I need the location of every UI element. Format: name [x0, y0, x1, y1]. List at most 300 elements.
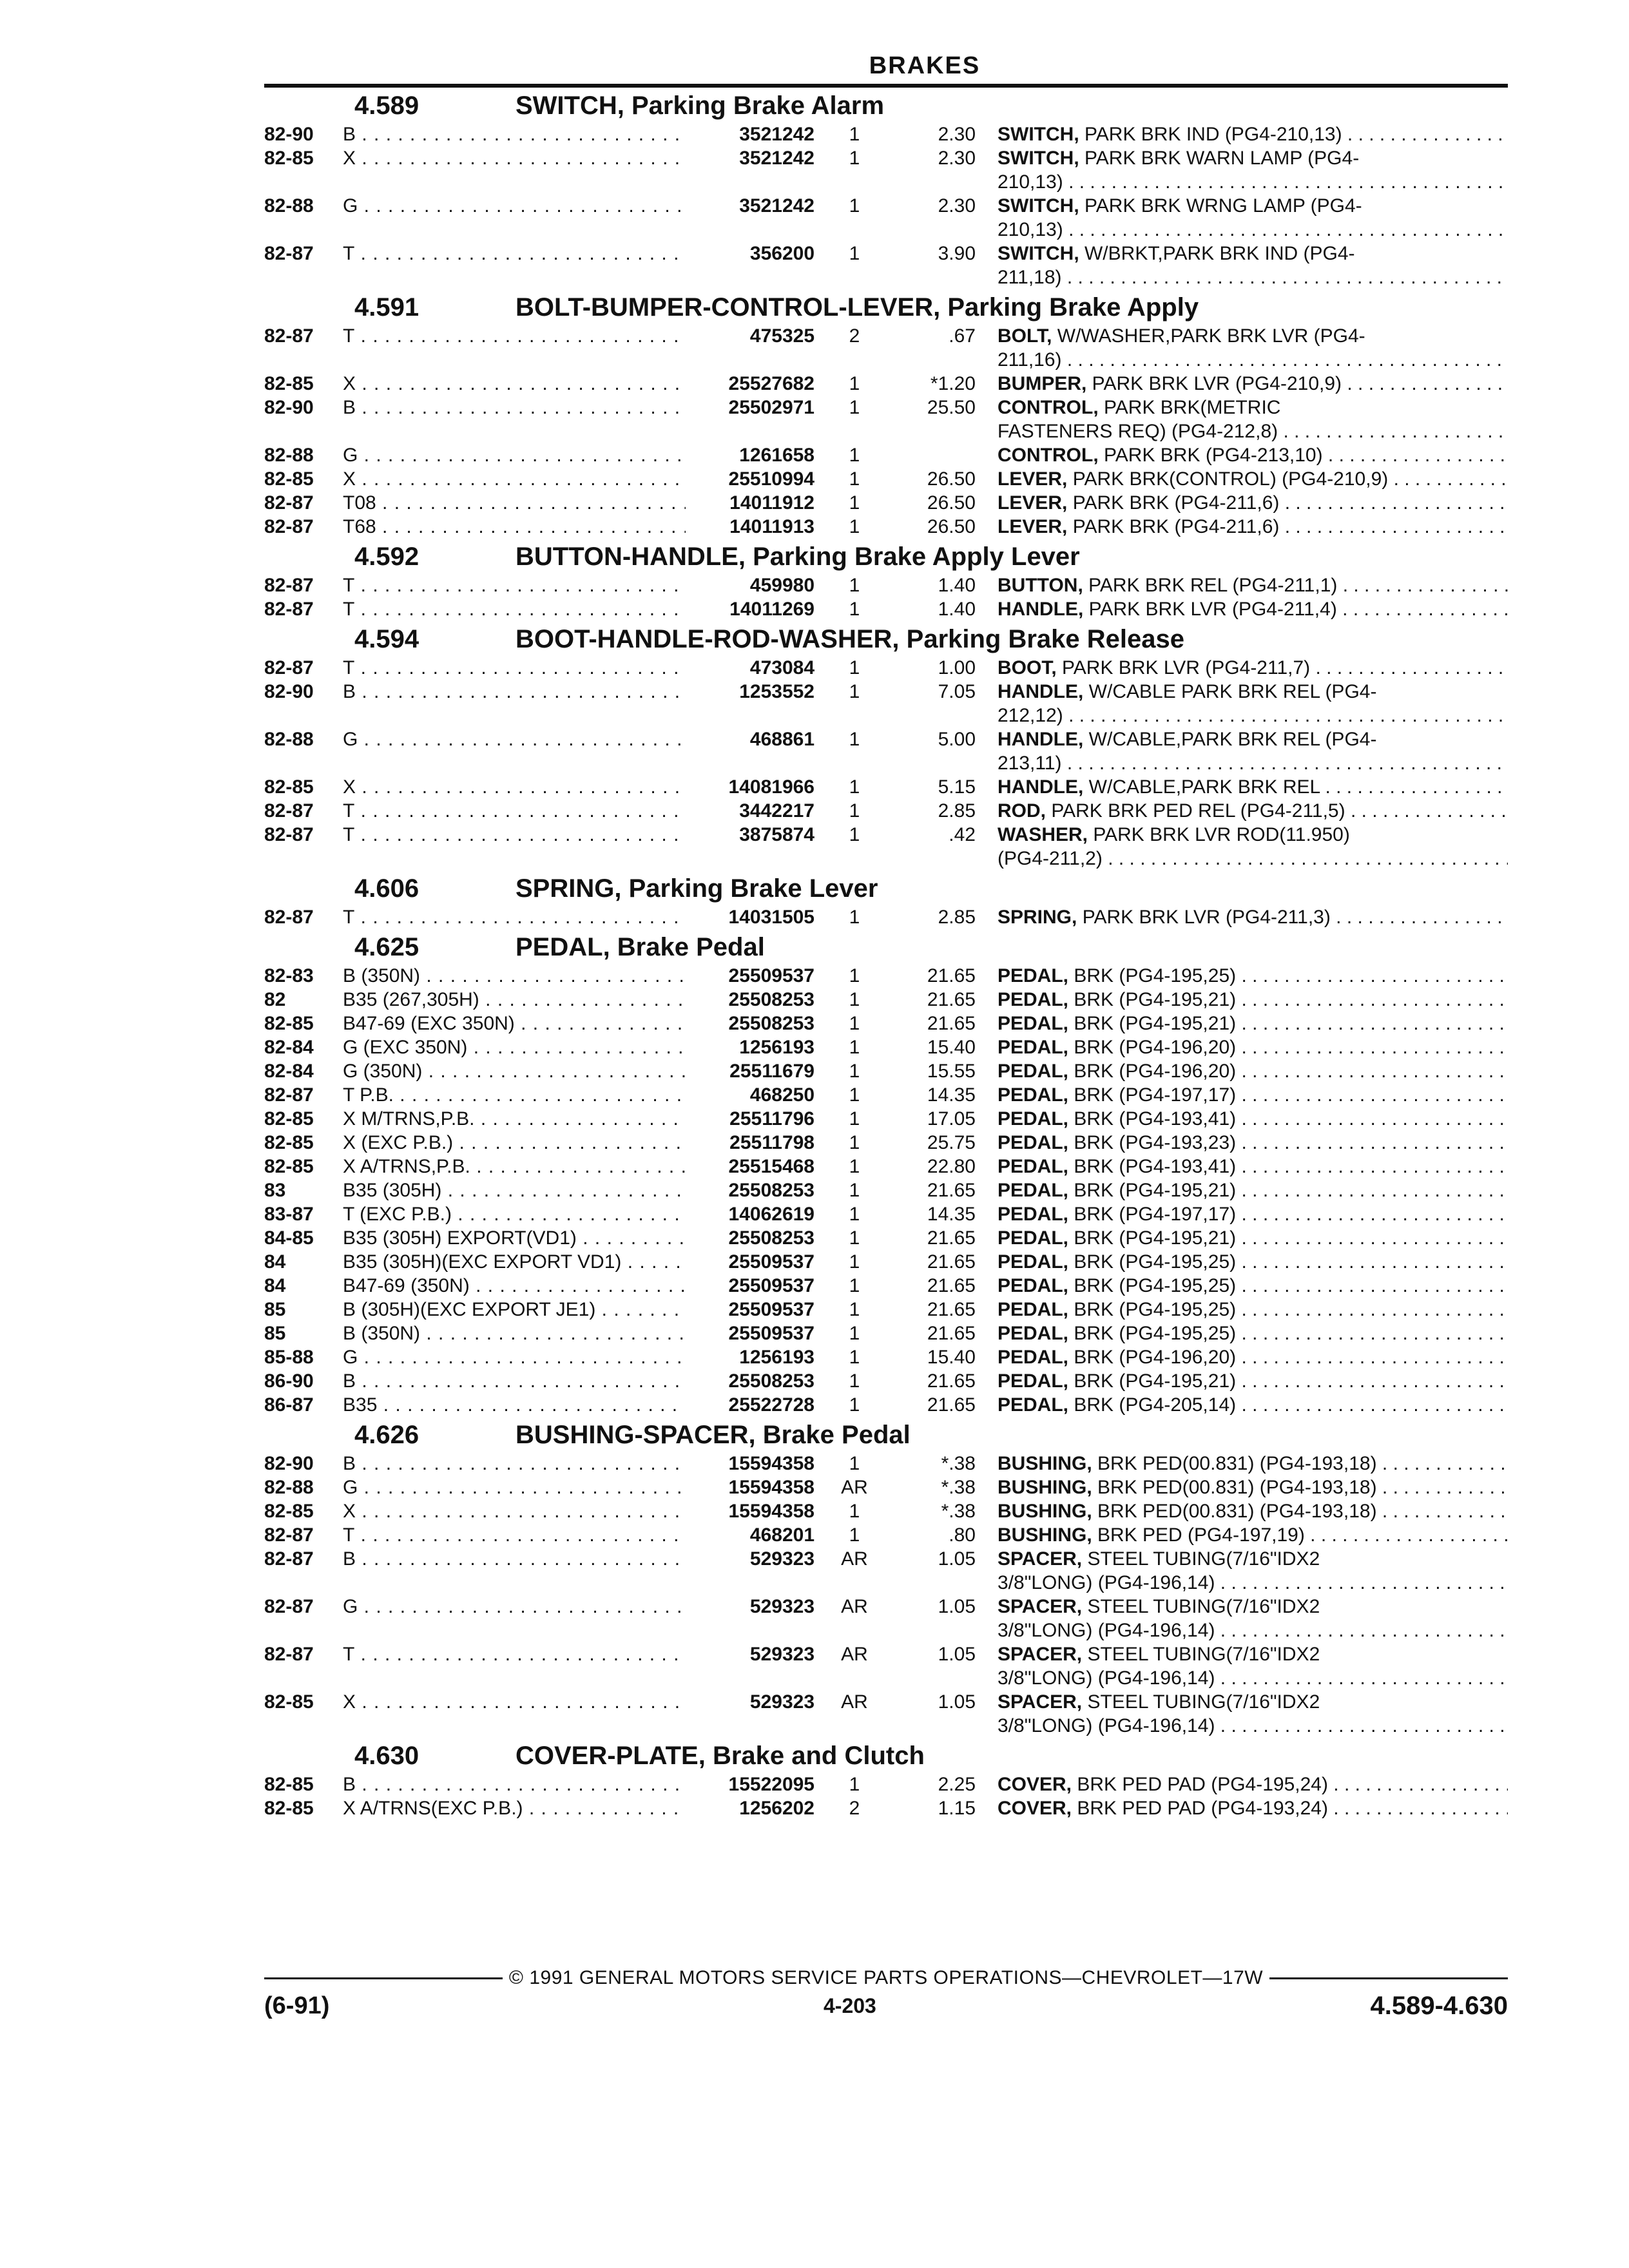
- description-text: W/CABLE,PARK BRK REL . . .: [1083, 776, 1508, 798]
- part-number: 25522728: [728, 1394, 815, 1416]
- description: [998, 1796, 1508, 1820]
- quantity: AR: [841, 1691, 868, 1713]
- description-text: PARK BRK (PG4-211,6) . . .: [1067, 516, 1508, 537]
- model-years: 82-88: [264, 729, 314, 750]
- description: [998, 1475, 1508, 1499]
- description: [998, 1035, 1508, 1059]
- page-number: 4-203: [824, 1994, 876, 2017]
- price: 21.65: [927, 989, 976, 1010]
- description-continuation-row: [264, 348, 1508, 372]
- parts-row: [264, 727, 1508, 751]
- description-text: BRK (PG4-196,20) . . .: [1068, 1037, 1508, 1058]
- model-years: 82-85: [264, 148, 314, 169]
- part-number: 529323: [749, 1548, 815, 1570]
- quantity: 1: [849, 1132, 860, 1153]
- description-noun: SWITCH,: [998, 124, 1079, 145]
- parts-row: [264, 324, 1508, 348]
- model-code: [343, 1345, 686, 1369]
- description-noun: HANDLE,: [998, 599, 1084, 620]
- model-years: 86-87: [264, 1394, 314, 1416]
- parts-row: [264, 1642, 1508, 1666]
- description-noun: ROD,: [998, 800, 1046, 822]
- parts-row: [264, 194, 1508, 218]
- description: [998, 1202, 1508, 1226]
- price: 2.85: [938, 800, 976, 822]
- price: 1.00: [938, 657, 976, 678]
- model-code: [343, 1202, 686, 1226]
- model-code-text: T P.B.: [343, 1084, 394, 1106]
- description: [998, 1690, 1508, 1714]
- description-text: STEEL TUBING(7/16"IDX2: [1082, 1644, 1320, 1665]
- price: 5.00: [938, 729, 976, 750]
- model-code: [343, 1690, 686, 1714]
- description-noun: BUTTON,: [998, 575, 1083, 596]
- description-continuation-row: [264, 419, 1508, 443]
- model-code-text: B (350N): [343, 1323, 421, 1344]
- quantity: 1: [849, 1370, 860, 1392]
- quantity: 1: [849, 657, 860, 678]
- model-code: [343, 443, 686, 467]
- quantity: 1: [849, 965, 860, 986]
- description: [998, 324, 1508, 348]
- model-years: 86-90: [264, 1370, 314, 1392]
- model-code-text: T: [343, 575, 355, 596]
- model-code: [343, 1369, 686, 1393]
- description-continuation-text: 3/8"LONG) (PG4-196,14) . . .: [998, 1667, 1508, 1689]
- description-noun: SWITCH,: [998, 148, 1079, 169]
- model-code-text: G: [343, 195, 358, 216]
- parts-list: [264, 89, 1508, 1820]
- description-text: BRK PED(00.831) (PG4-193,18) . . .: [1092, 1453, 1508, 1474]
- description: [998, 1321, 1508, 1345]
- description-continuation-row: [264, 1666, 1508, 1690]
- description-noun: PEDAL,: [998, 1204, 1069, 1225]
- description-continuation-row: [264, 170, 1508, 194]
- model-code: [343, 775, 686, 799]
- model-years: 82-87: [264, 1644, 314, 1665]
- model-code: [343, 1155, 686, 1178]
- parts-row: [264, 573, 1508, 597]
- description: [998, 1107, 1508, 1131]
- model-code-text: X: [343, 373, 356, 394]
- description: [998, 775, 1508, 799]
- description: [998, 988, 1508, 1012]
- description-text: BRK PED (PG4-197,19) . . .: [1092, 1524, 1508, 1546]
- part-number: 459980: [749, 575, 815, 596]
- quantity: 1: [849, 148, 860, 169]
- description-text: BRK (PG4-196,20) . . .: [1068, 1347, 1508, 1368]
- model-code: [343, 1393, 686, 1417]
- model-code-text: T: [343, 1524, 355, 1546]
- parts-row: [264, 1595, 1508, 1619]
- quantity: 1: [849, 1227, 860, 1249]
- part-number: 25511796: [729, 1108, 815, 1129]
- part-number: 14031505: [728, 907, 815, 928]
- model-code: [343, 491, 686, 515]
- model-code-text: T: [343, 1644, 355, 1665]
- description-noun: PEDAL,: [998, 1180, 1069, 1201]
- description-noun: COVER,: [998, 1798, 1072, 1819]
- description-noun: SWITCH,: [998, 243, 1079, 264]
- description: [998, 372, 1508, 396]
- section-number: 4.630: [354, 1742, 419, 1770]
- description-continuation-row: [264, 218, 1508, 242]
- model-code-text: B47-69 (350N): [343, 1275, 470, 1296]
- price: 15.55: [927, 1061, 976, 1082]
- description-text: PARK BRK IND (PG4-210,13) . . .: [1079, 124, 1508, 145]
- section-4-589: [264, 89, 1508, 289]
- parts-row: [264, 1178, 1508, 1202]
- parts-row: [264, 1452, 1508, 1475]
- part-number: 475325: [749, 325, 815, 347]
- model-code-text: G: [343, 445, 358, 466]
- model-years: 85: [264, 1299, 286, 1320]
- quantity: 1: [849, 1013, 860, 1034]
- description: [998, 396, 1508, 419]
- model-code: [343, 122, 686, 146]
- parts-row: [264, 823, 1508, 847]
- section-range: 4.589-4.630: [1370, 1992, 1508, 2020]
- quantity: 1: [849, 800, 860, 822]
- price: 26.50: [927, 516, 976, 537]
- parts-row: [264, 1321, 1508, 1345]
- description: [998, 1059, 1508, 1083]
- part-number: 14011912: [729, 492, 815, 514]
- description-noun: PEDAL,: [998, 1323, 1069, 1344]
- description-text: PARK BRK LVR (PG4-211,7) . . .: [1057, 657, 1508, 678]
- model-code-text: B35 (305H) EXPORT(VD1): [343, 1227, 577, 1249]
- description-noun: PEDAL,: [998, 1108, 1069, 1129]
- model-code-text: T08: [343, 492, 376, 514]
- part-number: 14011269: [729, 599, 815, 620]
- model-code: [343, 1012, 686, 1035]
- description-text: BRK PED PAD (PG4-193,24) . . .: [1072, 1798, 1508, 1819]
- price: 15.40: [927, 1347, 976, 1368]
- description-noun: BUSHING,: [998, 1477, 1092, 1498]
- quantity: 1: [849, 1061, 860, 1082]
- price: 7.05: [938, 681, 976, 702]
- part-number: 25509537: [728, 1323, 815, 1344]
- section-number: 4.589: [354, 91, 419, 120]
- model-years: 83: [264, 1180, 286, 1201]
- price: 21.65: [927, 1013, 976, 1034]
- price: *.38: [941, 1501, 976, 1522]
- description-text: PARK BRK PED REL (PG4-211,5) . . .: [1046, 800, 1508, 822]
- section-4-606: [264, 872, 1508, 929]
- parts-row: [264, 1250, 1508, 1274]
- model-years: 82-88: [264, 445, 314, 466]
- model-years: 82: [264, 989, 286, 1010]
- model-years: 82-87: [264, 516, 314, 537]
- section-4-625: [264, 930, 1508, 1417]
- part-number: 25510994: [728, 468, 815, 490]
- description: [998, 1393, 1508, 1417]
- description-noun: PEDAL,: [998, 1013, 1069, 1034]
- model-code-text: T: [343, 243, 355, 264]
- description: [998, 573, 1508, 597]
- description: [998, 799, 1508, 823]
- model-code-text: X: [343, 1691, 356, 1713]
- description-noun: PEDAL,: [998, 1037, 1069, 1058]
- description-noun: BUSHING,: [998, 1453, 1092, 1474]
- price: .42: [949, 824, 976, 845]
- description-text: W/CABLE PARK BRK REL (PG4-: [1083, 681, 1377, 702]
- section-heading: [264, 540, 1508, 573]
- model-years: 85-88: [264, 1347, 314, 1368]
- description-text: PARK BRK LVR (PG4-210,9) . . .: [1086, 373, 1508, 394]
- quantity: 1: [849, 1275, 860, 1296]
- model-code-text: X (EXC P.B.): [343, 1132, 454, 1153]
- description-text: BRK (PG4-195,21) . . .: [1068, 1013, 1508, 1034]
- description-noun: HANDLE,: [998, 776, 1084, 798]
- model-code: [343, 515, 686, 539]
- price: 26.50: [927, 492, 976, 514]
- description: [998, 597, 1508, 621]
- quantity: 1: [849, 1251, 860, 1273]
- price: 21.65: [927, 1299, 976, 1320]
- quantity: AR: [841, 1548, 868, 1570]
- price: 2.25: [938, 1774, 976, 1795]
- parts-row: [264, 1226, 1508, 1250]
- part-number: 15594358: [728, 1453, 815, 1474]
- description: [998, 1345, 1508, 1369]
- parts-row: [264, 1202, 1508, 1226]
- description-noun: PEDAL,: [998, 965, 1069, 986]
- parts-row: [264, 491, 1508, 515]
- parts-row: [264, 1155, 1508, 1178]
- quantity: 1: [849, 1323, 860, 1344]
- quantity: 1: [849, 681, 860, 702]
- header-rule: [264, 84, 1508, 88]
- description-text: PARK BRK REL (PG4-211,1) . . .: [1083, 575, 1508, 596]
- description-noun: PEDAL,: [998, 1275, 1069, 1296]
- model-code-text: G: [343, 1477, 358, 1498]
- model-years: 82-85: [264, 1132, 314, 1153]
- price: 21.65: [927, 1370, 976, 1392]
- description-continuation: [998, 1619, 1508, 1642]
- model-code-text: T: [343, 325, 355, 347]
- parts-row: [264, 1012, 1508, 1035]
- model-years: 82-87: [264, 657, 314, 678]
- parts-row: [264, 1475, 1508, 1499]
- model-code: [343, 1452, 686, 1475]
- description-noun: PEDAL,: [998, 1370, 1069, 1392]
- quantity: 1: [849, 243, 860, 264]
- description-continuation-text: (PG4-211,2) . . .: [998, 848, 1508, 869]
- model-code: [343, 1523, 686, 1547]
- description-continuation: [998, 751, 1508, 775]
- quantity: 1: [849, 1299, 860, 1320]
- quantity: AR: [841, 1596, 868, 1617]
- model-code: [343, 573, 686, 597]
- model-years: 82-85: [264, 1013, 314, 1034]
- model-code-text: G (350N): [343, 1061, 423, 1082]
- parts-row: [264, 656, 1508, 680]
- part-number: 468250: [749, 1084, 815, 1106]
- quantity: 2: [849, 325, 860, 347]
- description: [998, 656, 1508, 680]
- model-years: 82-87: [264, 575, 314, 596]
- part-number: 25508253: [728, 1370, 815, 1392]
- parts-row: [264, 396, 1508, 419]
- description-continuation-text: 211,18) . . .: [998, 267, 1502, 288]
- description-noun: PEDAL,: [998, 1061, 1069, 1082]
- page-footer: [264, 1965, 1508, 2021]
- description-text: STEEL TUBING(7/16"IDX2: [1082, 1596, 1320, 1617]
- description-text: BRK (PG4-195,21) . . .: [1068, 1227, 1508, 1249]
- model-years: 82-87: [264, 824, 314, 845]
- catalog-page: [264, 52, 1508, 1820]
- section-4-626: [264, 1418, 1508, 1738]
- description-continuation-text: 210,13) . . .: [998, 171, 1503, 193]
- part-number: 473084: [749, 657, 815, 678]
- part-number: 25509537: [728, 1299, 815, 1320]
- part-number: 468861: [749, 729, 815, 750]
- model-code: [343, 372, 686, 396]
- model-code-text: X A/TRNS,P.B.: [343, 1156, 470, 1177]
- price: 1.05: [938, 1644, 976, 1665]
- section-heading: [264, 1418, 1508, 1452]
- description: [998, 1452, 1508, 1475]
- description-continuation-text: 3/8"LONG) (PG4-196,14) . . .: [998, 1620, 1508, 1641]
- model-code-text: G (EXC 350N): [343, 1037, 468, 1058]
- price: 21.65: [927, 1180, 976, 1201]
- quantity: 1: [849, 1108, 860, 1129]
- parts-row: [264, 1083, 1508, 1107]
- model-years: 82-85: [264, 1108, 314, 1129]
- footer-rule-left: [264, 1977, 503, 1979]
- parts-row: [264, 122, 1508, 146]
- section-heading: [264, 872, 1508, 905]
- model-code-text: B (350N): [343, 965, 421, 986]
- model-code-text: B: [343, 1774, 356, 1795]
- model-code: [343, 1107, 686, 1131]
- price: [885, 443, 998, 467]
- description-noun: PEDAL,: [998, 1227, 1069, 1249]
- description-text: BRK (PG4-195,25) . . .: [1068, 1299, 1508, 1320]
- description-continuation: [998, 1714, 1508, 1738]
- part-number: 25509537: [728, 1251, 815, 1273]
- model-code: [343, 146, 686, 170]
- model-years: 82-85: [264, 373, 314, 394]
- section-title: BOOT-HANDLE-ROD-WASHER, Parking Brake Release: [516, 625, 1185, 653]
- description-noun: SPACER,: [998, 1596, 1083, 1617]
- model-years: 82-85: [264, 1774, 314, 1795]
- price: 21.65: [927, 1251, 976, 1273]
- parts-row: [264, 1107, 1508, 1131]
- model-code: [343, 964, 686, 988]
- description-continuation-row: [264, 1619, 1508, 1642]
- model-years: 84: [264, 1275, 286, 1296]
- description-text: PARK BRK LVR (PG4-211,3) . . .: [1077, 907, 1508, 928]
- part-number: 1256193: [739, 1037, 815, 1058]
- description: [998, 1083, 1508, 1107]
- description-continuation-row: [264, 265, 1508, 289]
- model-code-text: G: [343, 1596, 358, 1617]
- parts-row: [264, 1298, 1508, 1321]
- description: [998, 727, 1508, 751]
- section-number: 4.594: [354, 625, 419, 653]
- price: 17.05: [927, 1108, 976, 1129]
- description-noun: CONTROL,: [998, 397, 1099, 418]
- price: 1.40: [938, 575, 976, 596]
- model-years: 82-87: [264, 325, 314, 347]
- model-years: 82-85: [264, 1691, 314, 1713]
- quantity: AR: [841, 1477, 868, 1498]
- description-text: PARK BRK (PG4-213,10) . . .: [1099, 445, 1508, 466]
- model-code: [343, 1642, 686, 1666]
- part-number: 1253552: [739, 681, 815, 702]
- model-code: [343, 1083, 686, 1107]
- quantity: 1: [849, 1394, 860, 1416]
- model-code-text: T68: [343, 516, 376, 537]
- part-number: 1256193: [739, 1347, 815, 1368]
- model-code: [343, 1250, 686, 1274]
- section-number: 4.625: [354, 933, 419, 961]
- description: [998, 122, 1508, 146]
- parts-row: [264, 1059, 1508, 1083]
- part-number: 529323: [749, 1596, 815, 1617]
- part-number: 3875874: [739, 824, 815, 845]
- description-text: PARK BRK LVR (PG4-211,4) . . .: [1083, 599, 1508, 620]
- part-number: 25511798: [729, 1132, 815, 1153]
- section-heading: [264, 622, 1508, 656]
- quantity: 1: [849, 195, 860, 216]
- model-code-text: B: [343, 681, 356, 702]
- price: 2.30: [938, 124, 976, 145]
- description-noun: SPACER,: [998, 1644, 1083, 1665]
- description-text: BRK (PG4-195,25) . . .: [1068, 965, 1508, 986]
- price: 1.40: [938, 599, 976, 620]
- description: [998, 491, 1508, 515]
- section-title: SWITCH, Parking Brake Alarm: [516, 91, 885, 120]
- quantity: 1: [849, 989, 860, 1010]
- quantity: AR: [841, 1644, 868, 1665]
- description-noun: BUMPER,: [998, 373, 1087, 394]
- quantity: 1: [849, 373, 860, 394]
- description-noun: PEDAL,: [998, 1251, 1069, 1273]
- description-text: PARK BRK WRNG LAMP (PG4-: [1079, 195, 1362, 216]
- parts-row: [264, 680, 1508, 704]
- model-code-text: X: [343, 468, 356, 490]
- model-code-text: B35: [343, 1394, 378, 1416]
- model-code-text: T: [343, 657, 355, 678]
- description: [998, 1547, 1508, 1571]
- description: [998, 1250, 1508, 1274]
- model-code: [343, 799, 686, 823]
- quantity: 1: [849, 1156, 860, 1177]
- model-code: [343, 1499, 686, 1523]
- description-continuation-row: [264, 751, 1508, 775]
- description-text: BRK (PG4-195,25) . . .: [1068, 1251, 1508, 1273]
- part-number: 25509537: [728, 1275, 815, 1296]
- part-number: 3521242: [739, 195, 815, 216]
- description-noun: HANDLE,: [998, 729, 1084, 750]
- model-years: 82-87: [264, 492, 314, 514]
- parts-row: [264, 597, 1508, 621]
- description: [998, 515, 1508, 539]
- price: 2.85: [938, 907, 976, 928]
- footer-rule-right: [1269, 1977, 1508, 1979]
- price: 2.30: [938, 195, 976, 216]
- description-noun: CONTROL,: [998, 445, 1099, 466]
- description-continuation-row: [264, 704, 1508, 727]
- quantity: 1: [849, 1204, 860, 1225]
- part-number: 15594358: [728, 1477, 815, 1498]
- model-years: 84: [264, 1251, 286, 1273]
- description-text: BRK (PG4-195,21) . . .: [1068, 1180, 1508, 1201]
- description-text: BRK PED PAD (PG4-195,24) . . .: [1072, 1774, 1508, 1795]
